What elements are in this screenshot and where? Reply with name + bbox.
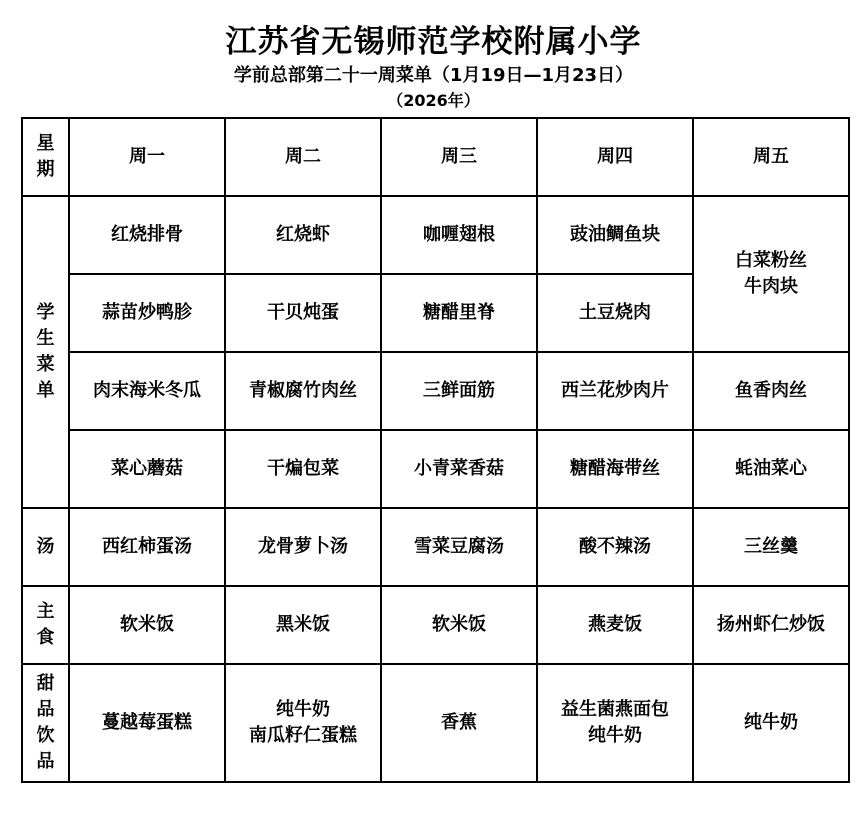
dessert-row bbox=[22, 664, 849, 782]
dessert-cell-thu: 益生菌燕面包 纯牛奶 bbox=[537, 664, 693, 782]
staple-label: 主 食 bbox=[22, 586, 69, 664]
weekday-corner-label: 星 期 bbox=[22, 118, 69, 196]
page-title: 江苏省无锡师范学校附属小学 bbox=[225, 24, 642, 60]
dish-cell: 干贝炖蛋 bbox=[225, 274, 381, 352]
dessert-cell-tue: 纯牛奶 南瓜籽仁蛋糕 bbox=[225, 664, 381, 782]
staple-cell: 扬州虾仁炒饭 bbox=[693, 586, 849, 664]
day-header-tue: 周二 bbox=[225, 118, 381, 196]
dish-cell: 糖醋海带丝 bbox=[537, 430, 693, 508]
page-subtitle: 学前总部第二十一周菜单（1月19日—1月23日） bbox=[233, 65, 634, 86]
dish-cell: 西兰花炒肉片 bbox=[537, 352, 693, 430]
staple-cell: 黑米饭 bbox=[225, 586, 381, 664]
soup-cell: 雪菜豆腐汤 bbox=[381, 508, 537, 586]
student-menu-row-1 bbox=[22, 196, 849, 274]
dish-cell: 菜心蘑菇 bbox=[69, 430, 225, 508]
dish-cell: 咖喱翅根 bbox=[381, 196, 537, 274]
staple-row bbox=[22, 586, 849, 664]
dessert-cell-mon: 蔓越莓蛋糕 bbox=[69, 664, 225, 782]
soup-row bbox=[22, 508, 849, 586]
dish-cell: 土豆烧肉 bbox=[537, 274, 693, 352]
staple-cell: 燕麦饭 bbox=[537, 586, 693, 664]
header-row bbox=[22, 118, 849, 196]
dish-cell: 红烧虾 bbox=[225, 196, 381, 274]
dish-cell: 三鲜面筋 bbox=[381, 352, 537, 430]
soup-cell: 西红柿蛋汤 bbox=[69, 508, 225, 586]
day-header-mon: 周一 bbox=[69, 118, 225, 196]
dish-cell: 蚝油菜心 bbox=[693, 430, 849, 508]
dish-cell: 干煸包菜 bbox=[225, 430, 381, 508]
weekly-menu-table bbox=[21, 117, 850, 783]
staple-cell: 软米饭 bbox=[381, 586, 537, 664]
dessert-cell-fri: 纯牛奶 bbox=[693, 664, 849, 782]
dish-cell: 蒜苗炒鸭胗 bbox=[69, 274, 225, 352]
student-menu-label: 学 生 菜 单 bbox=[22, 196, 69, 508]
day-header-wed: 周三 bbox=[381, 118, 537, 196]
student-menu-row-4 bbox=[22, 430, 849, 508]
dish-cell: 红烧排骨 bbox=[69, 196, 225, 274]
soup-cell: 三丝羹 bbox=[693, 508, 849, 586]
dessert-cell-wed: 香蕉 bbox=[381, 664, 537, 782]
dish-cell: 青椒腐竹肉丝 bbox=[225, 352, 381, 430]
dish-cell: 鱼香肉丝 bbox=[693, 352, 849, 430]
dish-cell: 豉油鲷鱼块 bbox=[537, 196, 693, 274]
day-header-thu: 周四 bbox=[537, 118, 693, 196]
staple-cell: 软米饭 bbox=[69, 586, 225, 664]
page-year: （2026年） bbox=[387, 91, 480, 110]
student-menu-row-3 bbox=[22, 352, 849, 430]
dish-cell-fri-merged: 白菜粉丝 牛肉块 bbox=[693, 196, 849, 352]
soup-label: 汤 bbox=[22, 508, 69, 586]
dish-cell: 小青菜香菇 bbox=[381, 430, 537, 508]
dish-cell: 肉末海米冬瓜 bbox=[69, 352, 225, 430]
day-header-fri: 周五 bbox=[693, 118, 849, 196]
dessert-drink-label: 甜 品 饮 品 bbox=[22, 664, 69, 782]
dish-cell: 糖醋里脊 bbox=[381, 274, 537, 352]
soup-cell: 龙骨萝卜汤 bbox=[225, 508, 381, 586]
soup-cell: 酸不辣汤 bbox=[537, 508, 693, 586]
